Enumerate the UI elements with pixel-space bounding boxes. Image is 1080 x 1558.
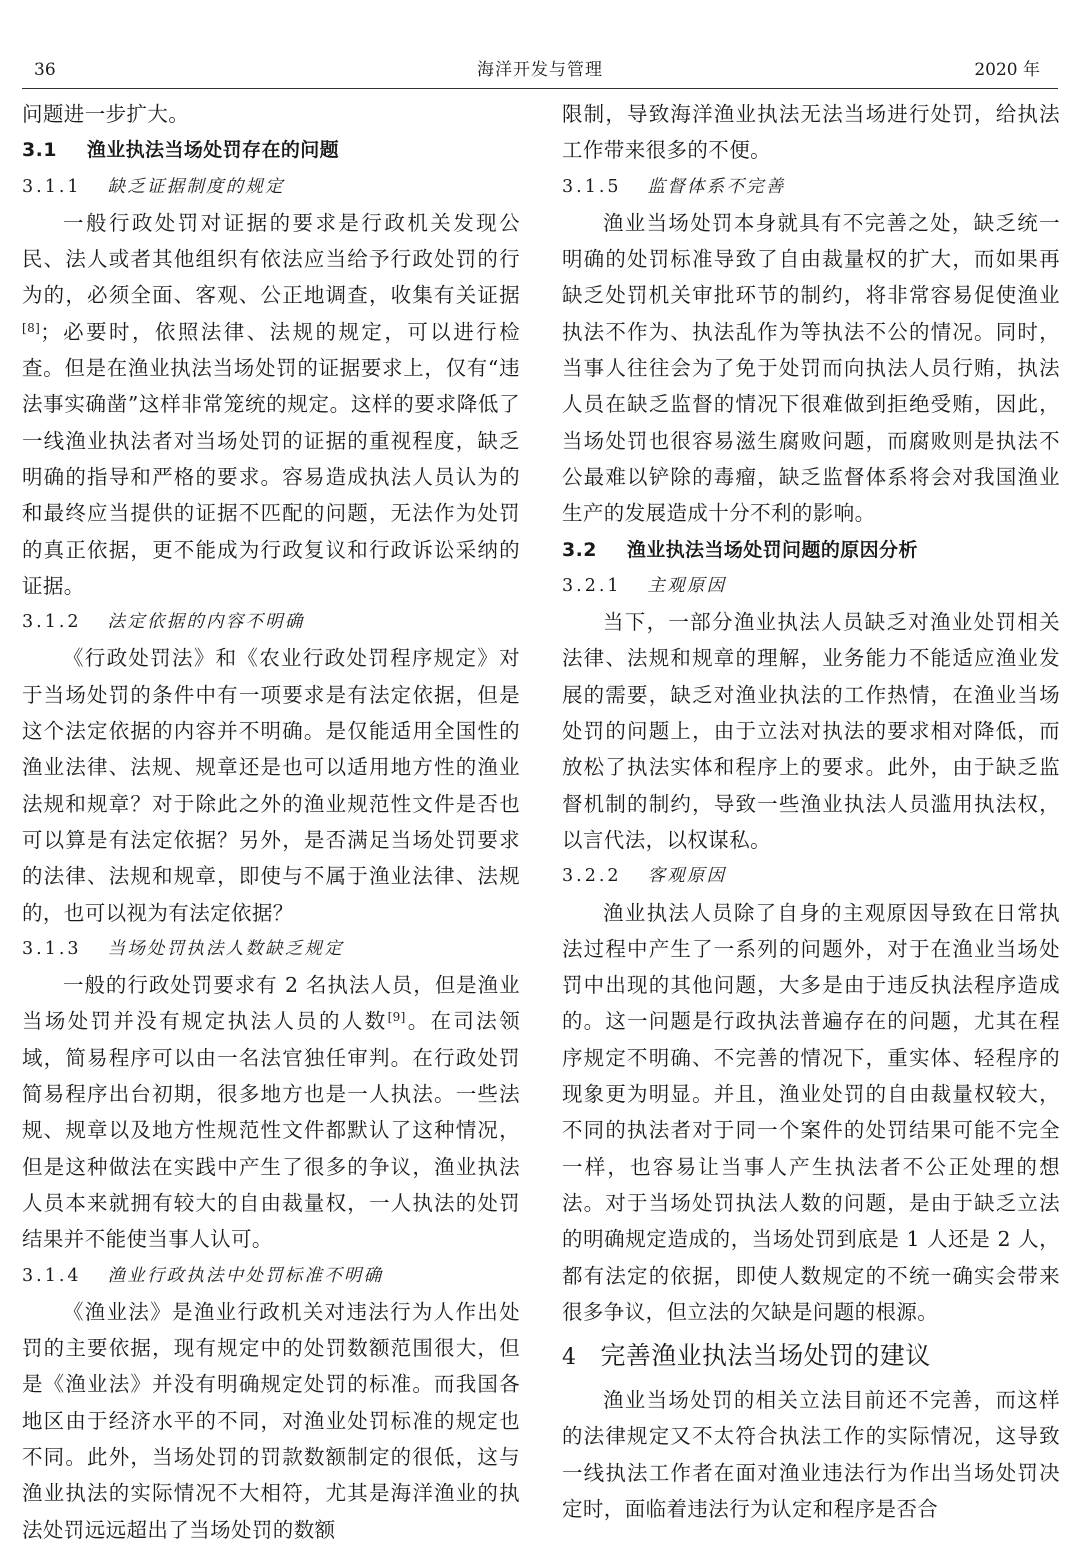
left-column [22,96,520,1548]
paragraph-3-1-1 [22,205,520,604]
paragraph-text: ；必要时，依照法律、法规的规定，可以进行检查。但是在渔业执法当场处罚的证据要求上，仅有“违法事实确凿”这样非常笼统的规定。这样的要求降低了一线渔业执法者对当场处罚的证据的重视程度，缺乏明确的指导和严格的要求。容易造成执法人员认为的和最终应当提供的证据不匹配的问题，无法作为处罚的真正依据，更不能成为行政复议和行政诉讼采纳的证据。 [22,319,520,598]
section-heading-3-1 [22,132,520,168]
subsection-heading-3-1-3 [22,931,520,967]
subsection-number: 3.2.2 [562,866,622,887]
section-title: 渔业执法当场处罚存在的问题 [86,139,340,162]
journal-title: 海洋开发与管理 [477,60,603,80]
paragraph-text: 。在司法领域，简易程序可以由一名法官独任审判。在行政处罚简易程序出台初期，很多地方也是一人执法。一些法规、规章以及地方性规范性文件都默认了这种情况，但是这种做法在实践中产生了很多的争议，渔业执法人员本来就拥有较大的自由裁量权，一人执法的处罚结果并不能使当事人认可。 [22,1009,521,1252]
section-heading-4 [562,1332,1060,1382]
citation-9: [9] [387,1010,406,1025]
subsection-number: 3.1.3 [22,938,82,959]
subsection-heading-3-1-4 [22,1258,520,1294]
section-title: 完善渔业执法当场处罚的建议 [600,1341,931,1371]
citation-8: [8] [22,320,41,335]
subsection-heading-3-1-5 [562,169,1060,205]
subsection-title: 渔业行政执法中处罚标准不明确 [107,1265,384,1286]
paragraph-3-1-3 [22,967,520,1257]
paragraph-text: 一般的行政处罚要求有 2 名执法人员，但是渔业当场处罚并没有规定执法人员的人数 [22,973,520,1034]
header-rule [22,88,1058,89]
section-number: 3.1 [22,139,57,162]
subsection-heading-3-1-1 [22,169,520,205]
publication-year: 2020 年 [974,60,1040,80]
subsection-number: 3.1.4 [22,1265,82,1286]
subsection-title: 法定依据的内容不明确 [107,612,305,633]
subsection-number: 3.1.2 [22,612,82,633]
subsection-title: 当场处罚执法人数缺乏规定 [107,938,344,959]
subsection-heading-3-2-2 [562,858,1060,894]
section-number: 4 [562,1345,577,1371]
paragraph-text: 一般行政处罚对证据的要求是行政机关发现公民、法人或者其他组织有依法应当给予行政处罚的行为的，必须全面、客观、公正地调查，收集有关证据 [22,210,520,308]
paragraph-4: 渔业当场处罚的相关立法目前还不完善，而这样的法律规定又不太符合执法工作的实际情况，这导致一线执法工作者在面对渔业违法行为作出当场处罚决定时，面临着违法行为认定和程序是否合 [562,1388,1060,1521]
right-column [562,96,1060,1527]
section-heading-3-2 [562,532,1060,568]
section-number: 3.2 [562,538,597,561]
paragraph-3-2-2: 渔业执法人员除了自身的主观原因导致在日常执法过程中产生了一系列的问题外，对于在渔业当场处罚中出现的其他问题，大多是由于违反执法程序造成的。这一问题是行政执法普遍存在的问题，尤其在程序规定不明确、不完善的情况下，重实体、轻程序的现象更为明显。并且，渔业处罚的自由裁量权较大，不同的执法者对于同一个案件的处罚结果可能不完全一样，也容易让当事人产生执法者不公正处理的想法。对于当场处罚执法人数的问题，是由于缺乏立法的明确规定造成的，当场处罚到底是 1 人还是 2 人，都有法定的依据，即使人数规定的不统一确实会带来很多争议，但立法的欠缺是问题的根源。 [562,900,1060,1324]
subsection-title: 监督体系不完善 [647,176,786,197]
subsection-number: 3.2.1 [562,575,622,596]
paragraph-3-1-4: 《渔业法》是渔业行政机关对违法行为人作出处罚的主要依据，现有规定中的处罚数额范围很大，但是《渔业法》并没有明确规定处罚的标准。而我国各地区由于经济水平的不同，对渔业处罚标准的规定也不同。此外，当场处罚的罚款数额制定的很低，这与渔业执法的实际情况不大相符，尤其是海洋渔业的执法处罚远远超出了当场处罚的数额 [22,1299,520,1542]
subsection-number: 3.1.5 [562,176,622,197]
section-title: 渔业执法当场处罚问题的原因分析 [626,538,918,561]
page-number: 36 [34,60,56,80]
paragraph-3-1-2: 《行政处罚法》和《农业行政处罚程序规定》对于当场处罚的条件中有一项要求是有法定依据，但是这个法定依据的内容并不明确。是仅能适用全国性的渔业法律、法规、规章还是也可以适用地方性的渔业法规和规章？对于除此之外的渔业规范性文件是否也可以算是有法定依据？另外，是否满足当场处罚要求的法律、法规和规章，即使与不属于渔业法律、法规的，也可以视为有法定依据？ [22,646,520,925]
subsection-title: 客观原因 [647,866,727,887]
paragraph-3-1-5: 渔业当场处罚本身就具有不完善之处，缺乏统一明确的处罚标准导致了自由裁量权的扩大，而如果再缺乏处罚机关审批环节的制约，将非常容易促使渔业执法不作为、执法乱作为等执法不公的情况。同时，当事人往往会为了免于处罚而向执法人员行贿，执法人员在缺乏监督的情况下很难做到拒绝受贿，因此，当场处罚也很容易滋生腐败问题，而腐败则是执法不公最难以铲除的毒瘤，缺乏监督体系将会对我国渔业生产的发展造成十分不利的影响。 [562,210,1060,526]
running-header [22,56,1058,84]
subsection-heading-3-1-2 [22,604,520,640]
subsection-number: 3.1.1 [22,176,82,197]
subsection-title: 主观原因 [647,575,727,596]
subsection-title: 缺乏证据制度的规定 [107,176,285,197]
paragraph-continued: 限制，导致海洋渔业执法无法当场进行处罚，给执法工作带来很多的不便。 [562,102,1060,163]
subsection-heading-3-2-1 [562,568,1060,604]
paragraph-3-2-1: 当下，一部分渔业执法人员缺乏对渔业处罚相关法律、法规和规章的理解，业务能力不能适应渔业发展的需要，缺乏对渔业执法的工作热情，在渔业当场处罚的问题上，由于立法对执法的要求相对降低，而放松了执法实体和程序上的要求。此外，由于缺乏监督机制的制约，导致一些渔业执法人员滥用执法权，以言代法，以权谋私。 [562,610,1060,852]
paragraph-continued: 问题进一步扩大。 [22,102,190,126]
